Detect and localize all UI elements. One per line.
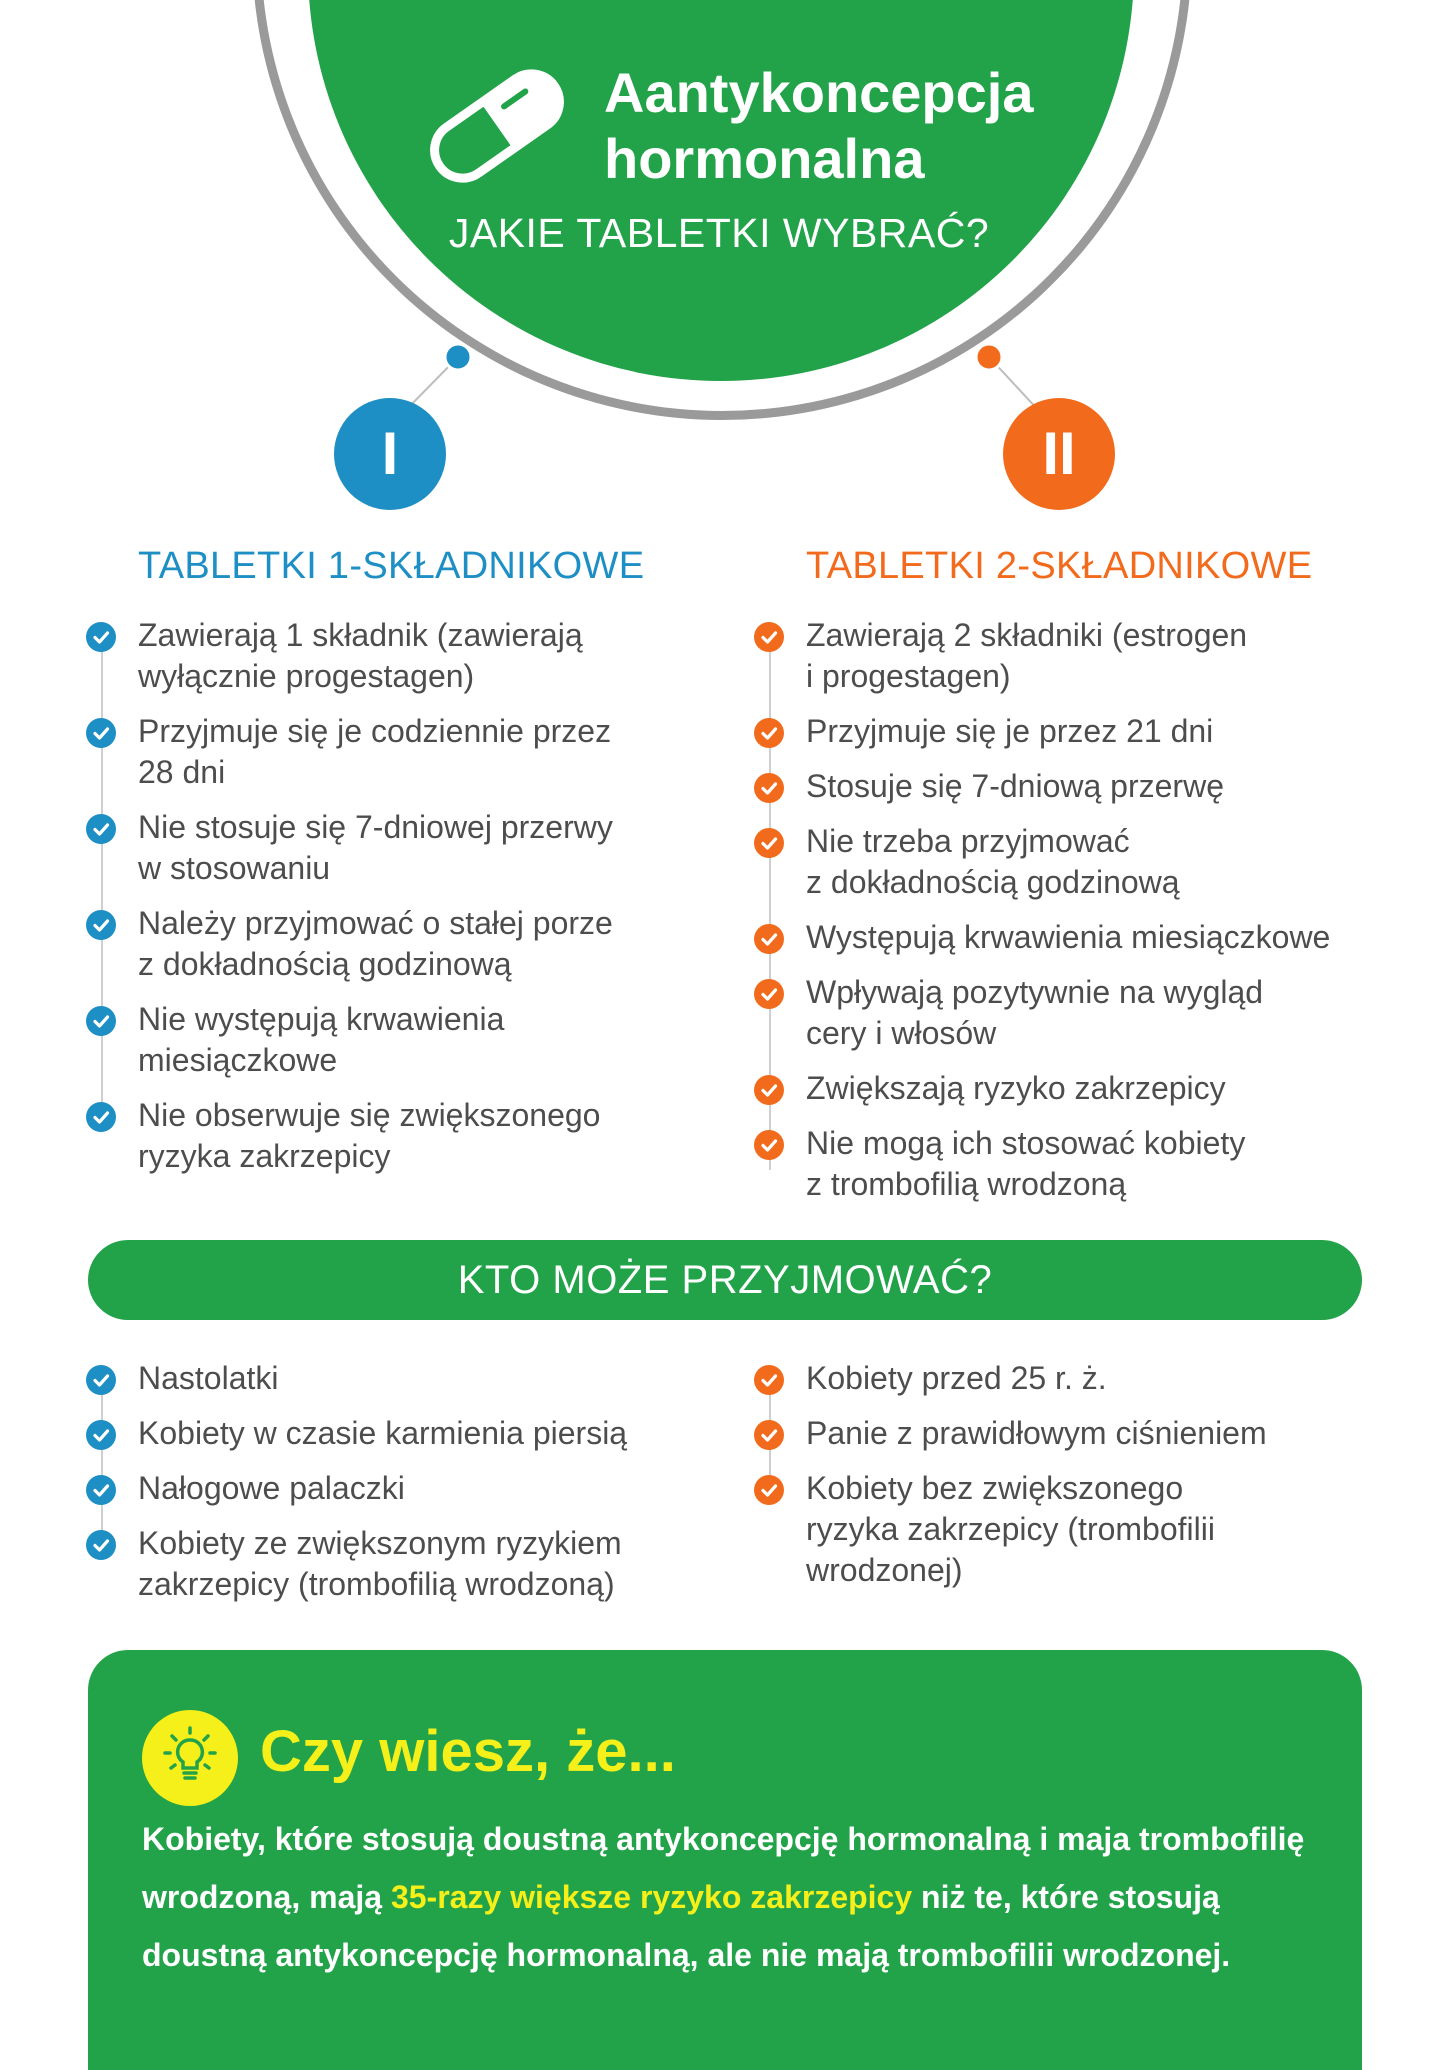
check-icon	[86, 1102, 116, 1132]
list-item	[86, 1358, 706, 1399]
list-item	[754, 917, 1374, 958]
list-item-text: Kobiety w czasie karmienia piersią	[138, 1415, 628, 1451]
check-icon	[754, 1075, 784, 1105]
fact-text-part-2: niż te, które stosują doustną antykoncepcję hormonalną, ale nie mają trombofilii wrodzonej.	[142, 1879, 1231, 1973]
who-left-list	[86, 1358, 706, 1619]
check-icon	[86, 1530, 116, 1560]
connector-dot-orange	[976, 344, 1002, 370]
page-title	[604, 60, 1034, 192]
check-icon	[754, 924, 784, 954]
check-icon	[86, 1420, 116, 1450]
check-icon	[754, 1420, 784, 1450]
list-item-text: miesiączkowe	[138, 1042, 338, 1078]
who-right-list	[754, 1358, 1374, 1605]
check-icon	[754, 828, 784, 858]
list-item	[86, 807, 686, 889]
connector-dot-blue	[445, 344, 471, 370]
list-item-text: ryzyka zakrzepicy (trombofilii	[806, 1511, 1215, 1547]
list-item	[754, 1358, 1374, 1399]
check-icon	[86, 1006, 116, 1036]
check-icon	[86, 1365, 116, 1395]
list-item-text: Kobiety bez zwiększonego	[806, 1470, 1184, 1506]
list-item-text: Nie trzeba przyjmować	[806, 823, 1130, 859]
check-icon	[754, 979, 784, 1009]
fact-title: Czy wiesz, że...	[260, 1719, 676, 1784]
check-icon	[86, 622, 116, 652]
type-2-badge: II	[1003, 398, 1115, 510]
pill-icon	[418, 60, 576, 192]
list-item-text: Stosuje się 7-dniową przerwę	[806, 768, 1224, 804]
list-item	[754, 1468, 1374, 1591]
list-item	[754, 972, 1374, 1054]
title-line-1: Aantykoncepcja	[604, 61, 1034, 124]
list-item-text: Występują krwawienia miesiączkowe	[806, 919, 1331, 955]
list-item-text: Przyjmuje się je codziennie przez	[138, 713, 612, 749]
check-icon	[754, 1475, 784, 1505]
list-item	[86, 1413, 706, 1454]
list-item	[754, 766, 1374, 807]
list-item-text: z dokładnością godzinową	[806, 864, 1180, 900]
list-item-text: Zawierają 1 składnik (zawierają	[138, 617, 583, 653]
list-item-text: cery i włosów	[806, 1015, 997, 1051]
list-item-text: z trombofilią wrodzoną	[806, 1166, 1127, 1202]
type-2-title: TABLETKI 2-SKŁADNIKOWE	[806, 545, 1313, 587]
list-item	[86, 1523, 706, 1605]
fact-highlight: 35-razy większe ryzyko zakrzepicy	[390, 1879, 913, 1915]
list-item	[86, 903, 686, 985]
lightbulb-icon	[142, 1710, 238, 1806]
list-item-text: zakrzepicy (trombofilią wrodzoną)	[138, 1566, 615, 1602]
check-icon	[754, 773, 784, 803]
list-item-text: Nie obserwuje się zwiększonego	[138, 1097, 601, 1133]
list-item-text: Zawierają 2 składniki (estrogen	[806, 617, 1248, 653]
who-heading: KTO MOŻE PRZYJMOWAĆ?	[88, 1240, 1362, 1320]
list-item-text: 28 dni	[138, 754, 226, 790]
check-icon	[86, 910, 116, 940]
list-item-text: Zwiększają ryzyko zakrzepicy	[806, 1070, 1226, 1106]
list-item	[754, 711, 1374, 752]
list-item	[86, 711, 686, 793]
list-item	[754, 821, 1374, 903]
list-item	[754, 615, 1374, 697]
list-item-text: wrodzonej)	[806, 1552, 963, 1588]
fact-text-part-1: Kobiety, które stosują doustną antykoncepcję hormonalną i maja trombofilię wrodzoną, mają	[142, 1821, 1305, 1915]
list-item-text: Nie występują krwawienia	[138, 1001, 505, 1037]
type-1-features	[86, 615, 686, 1191]
check-icon	[86, 1475, 116, 1505]
page-subtitle: JAKIE TABLETKI WYBRAĆ?	[448, 210, 990, 256]
check-icon	[754, 1365, 784, 1395]
check-icon	[754, 718, 784, 748]
check-icon	[754, 622, 784, 652]
list-item-text: Nie stosuje się 7-dniowej przerwy	[138, 809, 613, 845]
check-icon	[86, 718, 116, 748]
list-item-text: i progestagen)	[806, 658, 1011, 694]
list-item	[754, 1123, 1374, 1205]
type-1-badge: I	[334, 398, 446, 510]
list-item-text: wyłącznie progestagen)	[138, 658, 475, 694]
list-item-text: z dokładnością godzinową	[138, 946, 512, 982]
list-item-text: Nie mogą ich stosować kobiety	[806, 1125, 1246, 1161]
list-item-text: ryzyka zakrzepicy	[138, 1138, 391, 1174]
list-item	[86, 615, 686, 697]
list-item	[86, 1468, 706, 1509]
list-item-text: Kobiety przed 25 r. ż.	[806, 1360, 1107, 1396]
list-item-text: Przyjmuje się je przez 21 dni	[806, 713, 1214, 749]
check-icon	[86, 814, 116, 844]
list-item	[754, 1068, 1374, 1109]
fact-text	[142, 1810, 1322, 1984]
list-item-text: Kobiety ze zwiększonym ryzykiem	[138, 1525, 622, 1561]
list-item	[86, 999, 686, 1081]
list-item	[86, 1095, 686, 1177]
list-item-text: Nastolatki	[138, 1360, 279, 1396]
title-line-2: hormonalna	[604, 127, 925, 190]
list-item-text: Należy przyjmować o stałej porze	[138, 905, 613, 941]
type-1-title: TABLETKI 1-SKŁADNIKOWE	[138, 545, 645, 587]
list-item-text: Wpływają pozytywnie na wygląd	[806, 974, 1264, 1010]
list-item-text: Nałogowe palaczki	[138, 1470, 405, 1506]
list-item	[754, 1413, 1374, 1454]
type-2-features	[754, 615, 1374, 1219]
check-icon	[754, 1130, 784, 1160]
list-item-text: w stosowaniu	[138, 850, 331, 886]
list-item-text: Panie z prawidłowym ciśnieniem	[806, 1415, 1267, 1451]
